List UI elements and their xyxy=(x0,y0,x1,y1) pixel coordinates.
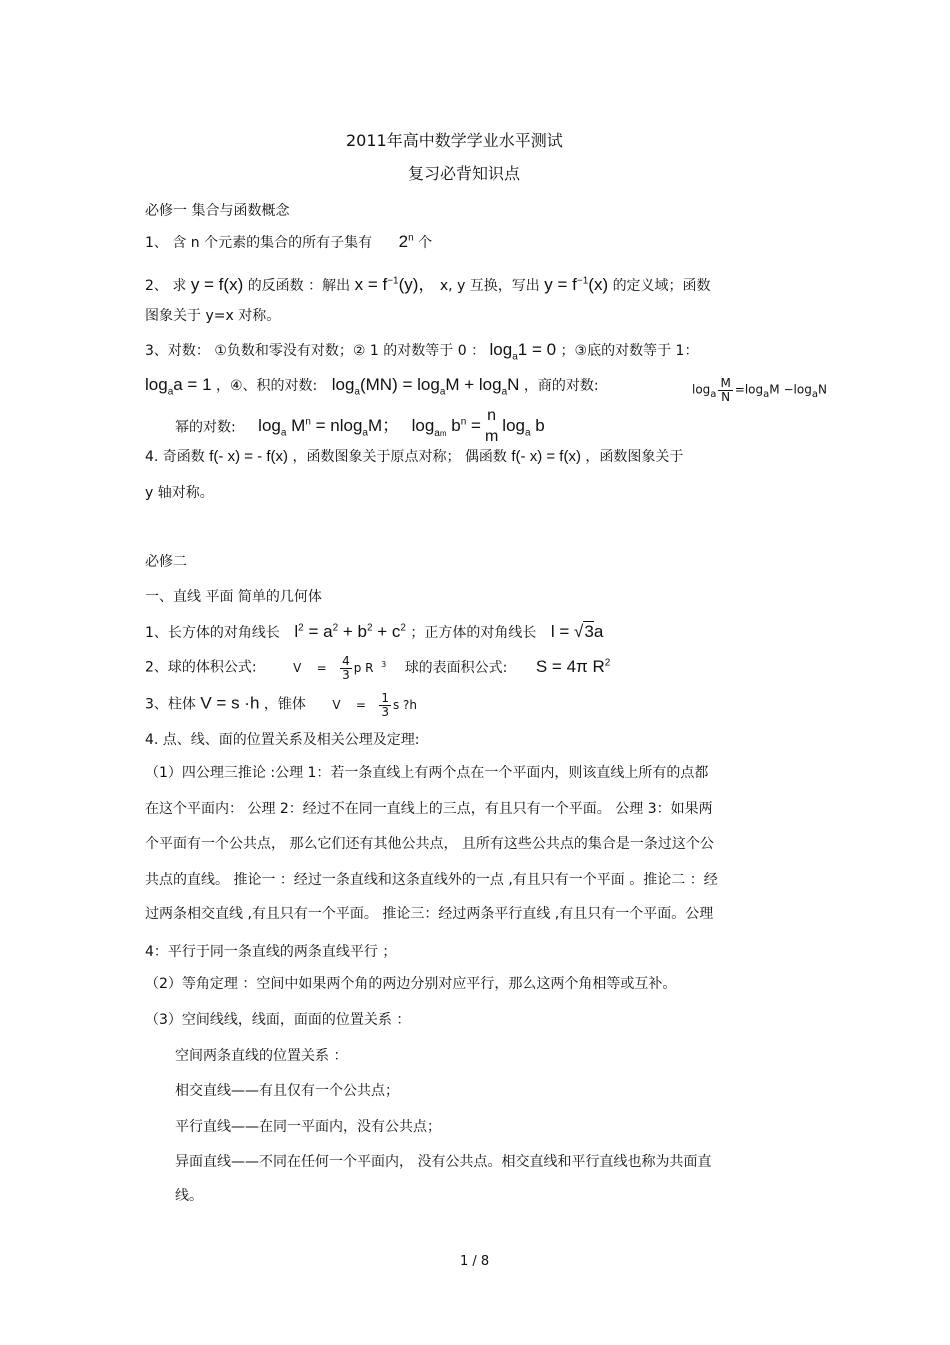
para-axioms-line-6: 4：平行于同一条直线的两条直线平行 ； xyxy=(145,944,397,960)
item-point-line-plane-heading: 4. 点、线、面的位置关系及相关公理及定理: xyxy=(145,732,420,748)
item-subsets xyxy=(145,232,432,252)
formula-even: f(- x) = f(x) xyxy=(511,448,581,465)
page-subtitle: 复习必背知识点 xyxy=(408,164,521,183)
formula-y-fx: y = f(x) xyxy=(190,275,244,294)
item-text: 4. 奇函数 xyxy=(145,449,205,465)
item-sphere xyxy=(145,655,610,681)
item-inverse-function-line2: 图象关于 y=x 对称。 xyxy=(145,308,281,324)
item-prefix: 2、 求 xyxy=(145,278,187,294)
item-text: ，④、积的对数: xyxy=(216,378,318,394)
item-log-line1 xyxy=(145,340,698,362)
formula-sphere-volume: V = $\frac{4}{3}$ p R $^3$ xyxy=(293,654,387,682)
para-axioms-line-2: 在这个平面内： 公理 2：经过不在同一直线上的三点，有且只有一个平面。 公理 3：如果两 xyxy=(145,801,713,817)
formula-log-a-1: $\log_a1 = 0$ xyxy=(489,340,557,363)
item-text: 的反函数 ：解出 xyxy=(247,278,351,294)
item-inverse-function xyxy=(145,270,711,295)
formula-log-quotient: $\log_a$ $\frac{M}{N}$ $=\log_aM -\log_aN$ xyxy=(692,376,827,404)
item-text: ；③底的对数等于 1： xyxy=(560,343,699,359)
para-axioms-line-3: 个平面有一个公共点， 那么它们还有其他公共点， 且所有这些公共点的集合是一条过这个公 xyxy=(145,836,714,852)
item-log-power xyxy=(175,408,545,446)
item-text: x, y 互换，写出 xyxy=(439,278,540,294)
item-suffix: 个 xyxy=(418,235,433,251)
item-text: 3、对数： ①负数和零没有对数；② 1 的对数等于 0 ： xyxy=(145,343,486,359)
item-text: 2、球的体积公式: xyxy=(145,659,257,676)
formula-pyramid-volume: V = $\frac{1}{3}$ s ?h xyxy=(332,691,418,719)
subsection-heading: 一、直线 平面 简单的几何体 xyxy=(145,589,322,605)
item-text: 的定义域；函数 xyxy=(612,278,711,294)
page-title: 2011年高中数学学业水平测试 xyxy=(346,131,563,150)
item-diagonal xyxy=(145,622,603,642)
item-text: 3、柱体 xyxy=(145,696,196,713)
para-axioms-line-5: 过两条相交直线 ,有且只有一个平面。 推论三：经过两条平行直线 ,有且只有一个平面。公理 xyxy=(145,906,714,922)
formula-odd: f(- x) = - f(x) xyxy=(209,448,289,465)
item-text: ，函数图象关于 xyxy=(585,449,684,465)
formula-log-change-base: $\log_{am} b^n$ = n m $\log_a b$ xyxy=(411,407,545,445)
para-positional-relations: （3）空间线线，线面，面面的位置关系 ： xyxy=(145,1012,411,1028)
formula-x-finv-y: $x = f^{-1}(y)$， xyxy=(354,275,436,294)
formula-sphere-surface: S = 4π $R^2$ xyxy=(535,656,611,676)
item-text: 球的表面积公式: xyxy=(404,659,508,676)
formula-log-a-a: $\log_aa = 1$ xyxy=(145,375,212,398)
formula-2n: 2$^n$ xyxy=(398,232,414,251)
page-number: 1 / 8 xyxy=(460,1254,490,1269)
item-text: ，函数图象关于原点对称； 偶函数 xyxy=(292,449,507,465)
item-prism-pyramid xyxy=(145,692,417,718)
item-text: 1、长方体的对角线长 xyxy=(145,625,280,641)
list-item: 相交直线——有且仅有一个公共点； xyxy=(175,1083,399,1099)
formula-log-product: $\log_a(MN) = \log_aM + \log_aN$ xyxy=(331,375,520,398)
list-item: 异面直线——不同在任何一个平面内， 没有公共点。相交直线和平行直线也称为共面直 xyxy=(175,1154,712,1170)
para-axioms-line-4: 共点的直线。 推论一 ：经过一条直线和这条直线外的一点 ,有且只有一个平面 。推论二 ：经 xyxy=(145,872,718,888)
formula-y-finv-x: $y = f^{-1}(x)$ xyxy=(544,275,609,294)
formula-prism-volume: V = s ·h xyxy=(200,693,260,713)
section-heading-required-2: 必修二 xyxy=(145,554,187,570)
item-text: 幂的对数: xyxy=(175,419,236,436)
list-item: 线。 xyxy=(175,1188,203,1204)
item-log-line2 xyxy=(145,375,599,397)
para-axioms-line-1: （1）四公理三推论 :公理 1：若一条直线上有两个点在一个平面内，则该直线上所有的点都 xyxy=(145,765,709,781)
formula-diagonal-cuboid: $l^2 = a^2 + b^2 + c^2$ xyxy=(294,622,406,641)
list-item: 平行直线——在同一平面内，没有公共点； xyxy=(175,1119,441,1135)
item-text: 1、 含 n 个元素的集合的所有子集有 xyxy=(145,235,373,251)
formula-log-power: $\log_a M^n = nlog_aM$； xyxy=(258,416,400,439)
section-heading-required-1: 必修一 集合与函数概念 xyxy=(145,203,290,219)
item-text: ，锥体 xyxy=(263,696,306,713)
formula-diagonal-cube: l = √3a xyxy=(550,622,604,641)
list-item: 空间两条直线的位置关系 ： xyxy=(175,1048,348,1064)
item-odd-even-line2: y 轴对称。 xyxy=(145,485,214,501)
item-text: ，商的对数: xyxy=(523,378,599,394)
item-odd-even xyxy=(145,446,683,466)
para-equal-angle: （2）等角定理 ：空间中如果两个角的两边分别对应平行，那么这两个角相等或互补。 xyxy=(145,976,677,992)
item-text: ；正方体的对角线长 xyxy=(410,625,537,641)
